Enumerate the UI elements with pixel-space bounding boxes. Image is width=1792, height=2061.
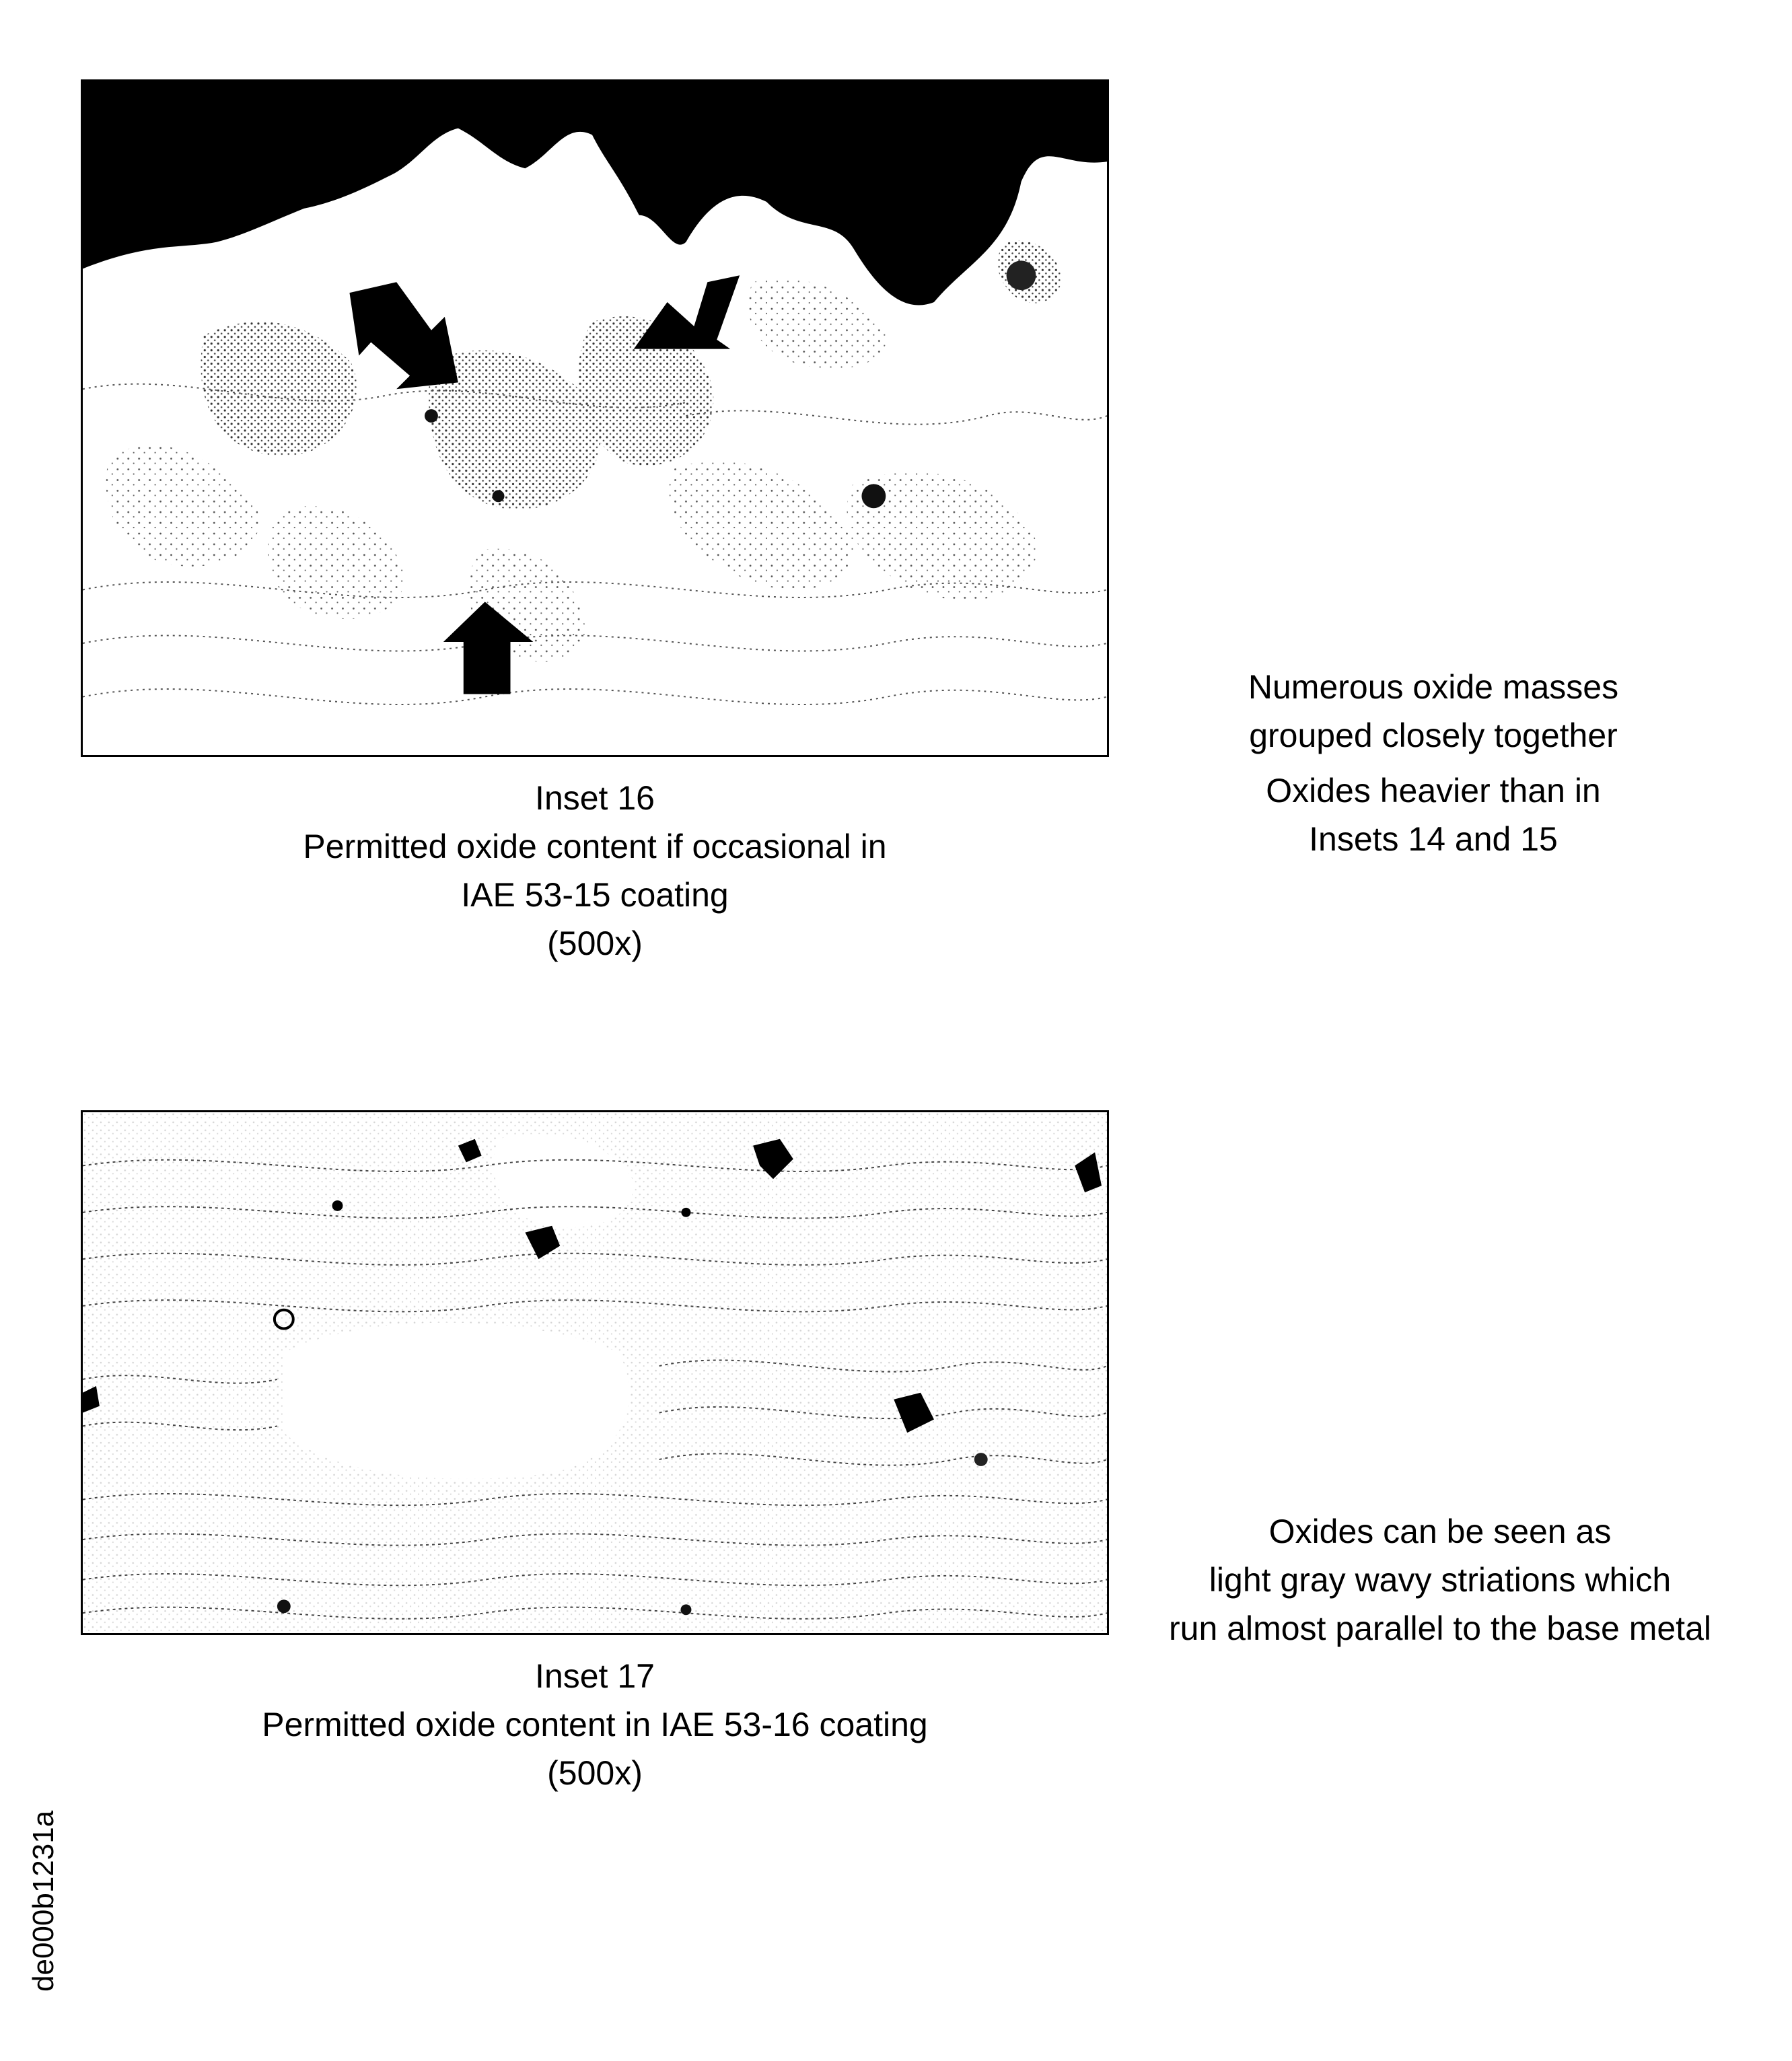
note-17-line3: run almost parallel to the base metal [1169,1610,1711,1647]
inset-16-micrograph [81,79,1109,757]
figure-id: de000b1231a [27,1810,60,1992]
arrow-2 [634,275,740,349]
note-17-line1: Oxides can be seen as [1268,1513,1612,1550]
inset-17-micrograph [81,1110,1109,1635]
note-16-line4: Insets 14 and 15 [1309,820,1558,858]
note-16-line2: grouped closely together [1249,717,1618,754]
note-17-line2: light gray wavy striations which [1209,1561,1672,1599]
inset-17-note [1117,1507,1763,1653]
inset-17-magnification: (500x) [547,1754,643,1792]
mount-void [83,81,1107,305]
inset-17-line1: Permitted oxide content in IAE 53-16 coating [262,1706,928,1743]
inset-16-note [1144,663,1723,863]
note-16-line1: Numerous oxide masses [1248,668,1619,706]
inset-16-line2: IAE 53-15 coating [461,876,729,914]
inset-16-title: Inset 16 [535,779,655,817]
note-16-line3: Oxides heavier than in [1266,772,1601,809]
inset-16-caption [81,774,1109,968]
inset-16-line1: Permitted oxide content if occasional in [303,828,887,865]
arrow-1 [349,282,458,389]
inset-16-magnification: (500x) [547,925,643,962]
inset-17-title: Inset 17 [535,1657,655,1695]
inset-17-caption [81,1652,1109,1797]
